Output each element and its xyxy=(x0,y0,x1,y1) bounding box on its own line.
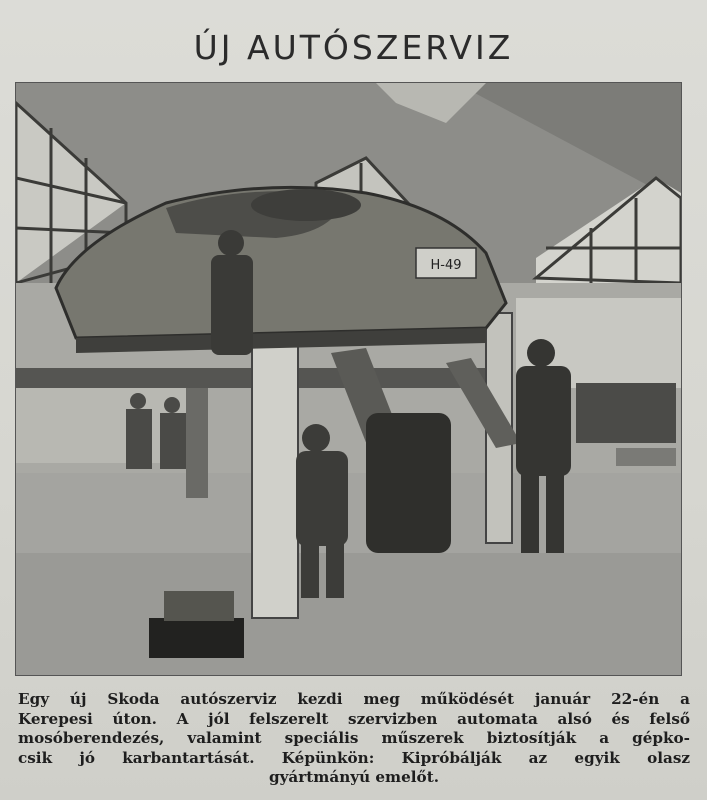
photograph xyxy=(15,82,682,676)
headline: ÚJ AUTÓSZERVIZ xyxy=(193,28,514,67)
car-service-photo xyxy=(16,83,681,675)
workbench xyxy=(576,383,676,443)
caption-line: gyártmányú emelőt. xyxy=(268,768,439,786)
caption-line: Egy új Skoda autószerviz kezdi meg működését január 22-én a xyxy=(18,690,690,708)
caption-line: Kerepesi úton. A jól felszerelt szervizben automata alsó és felső xyxy=(18,709,690,728)
photo-caption xyxy=(18,690,690,788)
license-plate-text: H-49 xyxy=(430,258,462,273)
caption-line: mosóberendezés, valamint speciális műszerek biztosítják a gépko- xyxy=(18,729,690,747)
caption-line: csik jó karbantartását. Képünkön: Kipróbálják az egyik olasz xyxy=(18,748,690,767)
mechanic-center xyxy=(366,413,451,553)
toolbox xyxy=(149,618,244,658)
